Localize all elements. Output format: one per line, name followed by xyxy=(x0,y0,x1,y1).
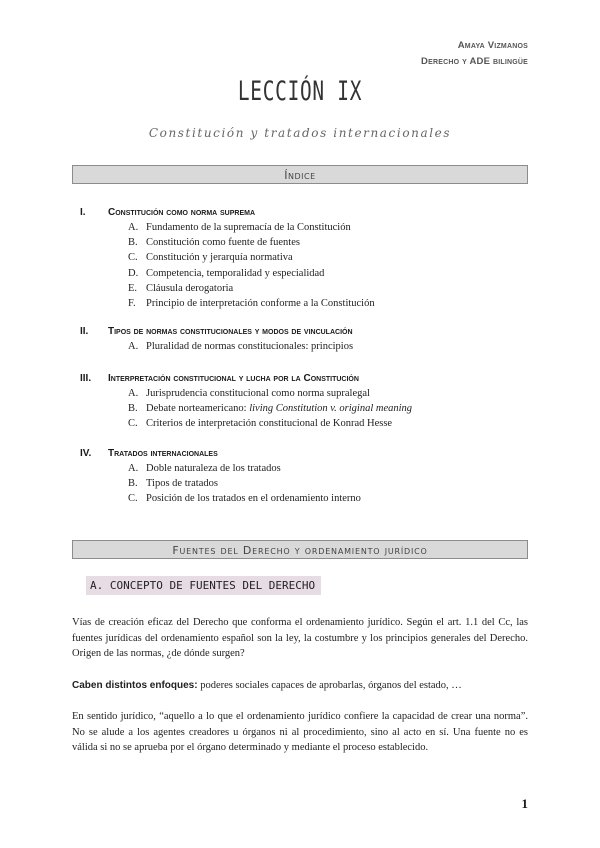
toc-item-text: Fundamento de la supremacía de la Constitución xyxy=(146,222,351,233)
toc-item xyxy=(128,283,233,294)
toc-item xyxy=(128,463,281,474)
paragraph-2 xyxy=(72,678,528,694)
toc-item-letter: E. xyxy=(128,282,138,294)
toc-item-letter: A. xyxy=(128,463,139,474)
toc-item-letter: A. xyxy=(128,388,139,399)
toc-item xyxy=(128,252,293,263)
toc-section-title: Tipos de normas constitucionales y modos de vinculación xyxy=(108,326,353,337)
toc-item-text: Constitución como fuente de fuentes xyxy=(146,237,300,249)
toc-item xyxy=(128,403,412,414)
toc-item-italic: living Constitution v. original meaning xyxy=(249,403,413,415)
toc-item-text: Constitución y jerarquía normativa xyxy=(146,252,293,264)
toc-item-text: Debate norteamericano: xyxy=(146,403,250,415)
index-heading: Índice xyxy=(72,165,528,184)
toc-item-letter: C. xyxy=(128,493,138,505)
main-heading: Fuentes del Derecho y ordenamiento jurídico xyxy=(72,540,528,559)
toc-section-number: II. xyxy=(80,326,89,337)
toc-item xyxy=(128,341,353,352)
toc-item-text: Posición de los tratados en el ordenamiento interno xyxy=(146,493,361,505)
paragraph-3: En sentido jurídico, “aquello a lo que el ordenamiento jurídico confiere la capacidad de crear una norma”. No se alude a los agentes creadores u órganos ni al procedimiento, sino al acto en sí. Una fuente no es válida si no se aprueba por el órgano determinado y mediante el proceso establecido. xyxy=(72,711,528,753)
toc-item xyxy=(128,268,324,279)
toc-item-letter: C. xyxy=(128,418,138,430)
toc-item-text: Criterios de interpretación constitucional de Konrad Hesse xyxy=(146,418,393,430)
toc-item-text: Competencia, temporalidad y especialidad xyxy=(146,267,325,279)
toc-item xyxy=(128,418,392,429)
toc-item-text: Cláusula derogatoria xyxy=(146,282,234,294)
author-name: Amaya Vizmanos xyxy=(457,40,528,51)
toc-item-text: Tipos de tratados xyxy=(146,478,218,490)
toc-section-title: Tratados internacionales xyxy=(108,448,218,459)
toc-item xyxy=(128,222,351,233)
toc-item-letter: B. xyxy=(128,403,138,415)
toc-item xyxy=(128,237,300,248)
toc-item xyxy=(128,493,361,504)
paragraph-2-rest: poderes sociales capaces de aprobarlas, órganos del estado, … xyxy=(197,680,462,691)
course-name: Derecho y ADE bilingüe xyxy=(421,56,528,67)
toc-item-text: Pluralidad de normas constitucionales: principios xyxy=(146,341,354,352)
toc-section-number: III. xyxy=(80,373,92,384)
toc-item-letter: A. xyxy=(128,222,139,233)
paragraph-1: Vías de creación eficaz del Derecho que conforma el ordenamiento jurídico. Según el art. 1.1 del Cc, las fuentes jurídicas del ordenamiento español son la ley, la costumbre y los principios generales del Derecho. Origen de las normas, ¿de dónde surgen? xyxy=(72,617,528,659)
toc-item xyxy=(128,478,218,489)
toc-item-letter: A. xyxy=(128,341,139,352)
toc-section-title: Interpretación constitucional y lucha por la Constitución xyxy=(108,373,359,384)
toc-item xyxy=(128,298,375,309)
page-number: 1 xyxy=(521,796,528,811)
toc-item-text: Principio de interpretación conforme a la Constitución xyxy=(146,298,375,309)
toc-section-number: IV. xyxy=(80,448,92,459)
paragraph-2-bold: Caben distintos enfoques: xyxy=(72,680,198,691)
toc-section-title: Constitución como norma suprema xyxy=(108,207,255,218)
toc-item-letter: C. xyxy=(128,252,138,264)
toc-item-letter: B. xyxy=(128,237,138,249)
lesson-title: LECCIÓN IX xyxy=(237,76,363,107)
lesson-subtitle: Constitución y tratados internacionales xyxy=(148,126,452,140)
toc-item-letter: B. xyxy=(128,478,138,490)
subheading: A. CONCEPTO DE FUENTES DEL DERECHO xyxy=(86,576,321,595)
toc-item-letter: F. xyxy=(128,298,136,309)
toc-section-number: I. xyxy=(80,207,86,218)
toc-item-text: Jurisprudencia constitucional como norma supralegal xyxy=(146,388,370,399)
toc-item-text: Doble naturaleza de los tratados xyxy=(146,463,281,474)
toc-item xyxy=(128,388,370,399)
header-author-block xyxy=(421,38,528,70)
toc-item-letter: D. xyxy=(128,267,139,279)
